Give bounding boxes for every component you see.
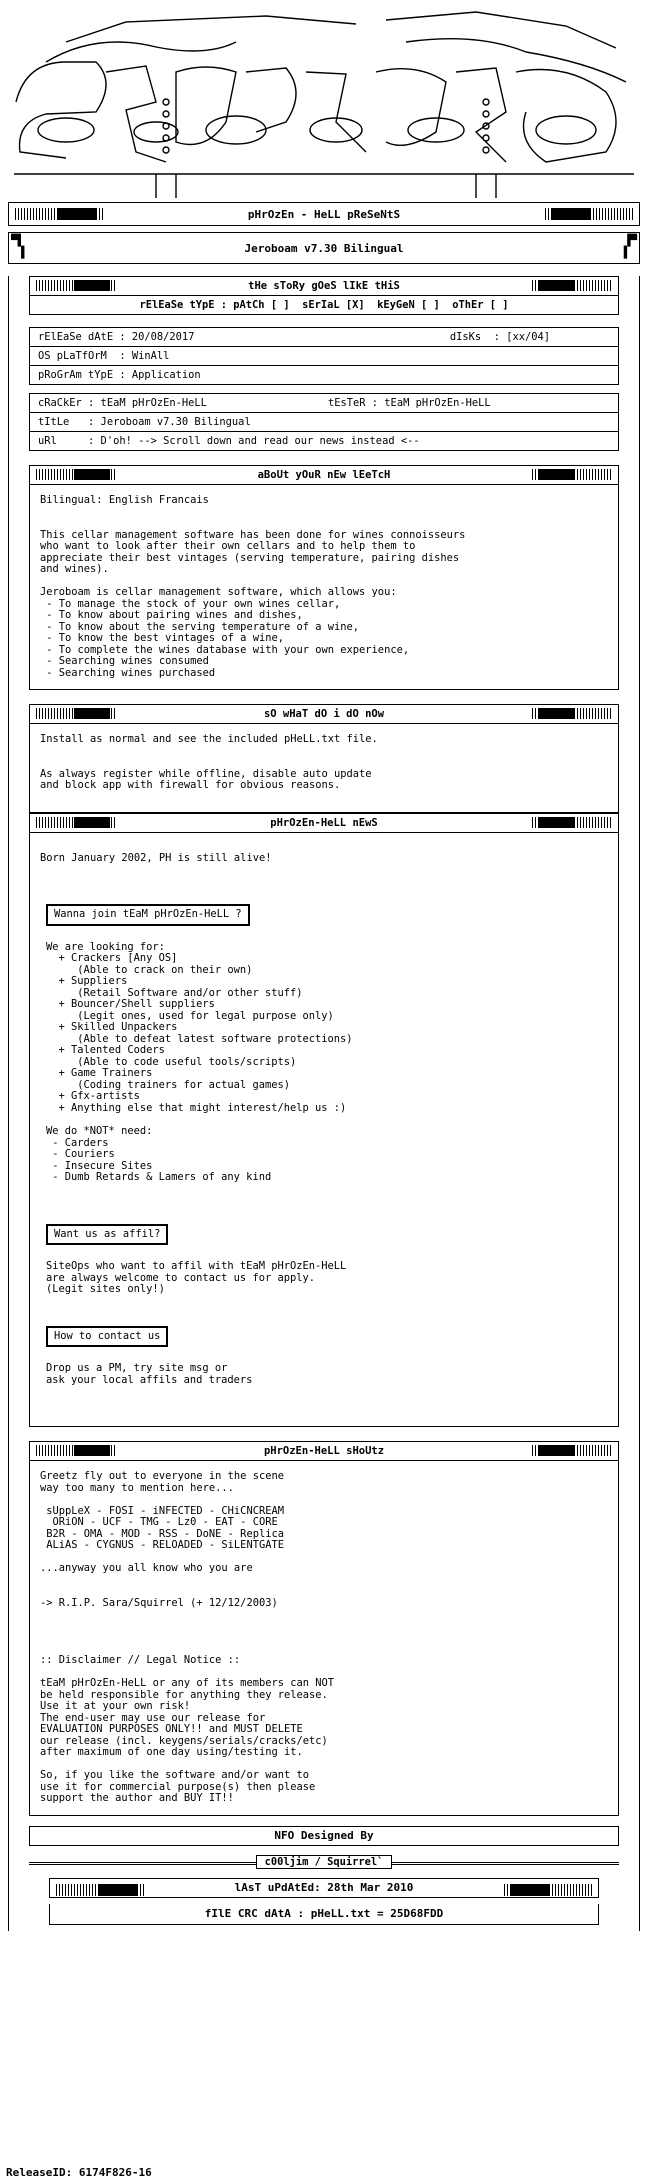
dither-right	[532, 280, 612, 291]
cracker: cRaCkEr : tEaM pHrOzEn-HeLL	[38, 397, 207, 409]
dither-right	[504, 1884, 592, 1896]
looking-for-list: We are looking for: + Crackers [Any OS] (Able to crack on their own) + Suppliers (Retail Software and/or other stuff) + Bouncer/Shell suppliers (Legit ones, used for legal purpose only) + Skilled Unpackers (Able to defeat latest software protections) + Talented Coders (Able to code useful tools/scripts) + Game Trainers (Coding trainers for actual games) + Gfx-artists + Anything else that might interest/help us :)	[46, 940, 353, 1114]
right-deco: ▐▀ ▌	[623, 234, 637, 259]
presents-label: pHrOzEn - HeLL pReSeNtS	[247, 207, 401, 221]
affil-text: SiteOps who want to affil with tEaM pHrOzEn-HeLL are always welcome to contact us for apply. (Legit sites only!)	[46, 1260, 347, 1295]
news-born: Born January 2002, PH is still alive!	[40, 851, 272, 864]
about-title-bar	[29, 465, 619, 485]
dither-left	[36, 469, 116, 480]
join-team-box: Wanna join tEaM pHrOzEn-HeLL ?	[46, 904, 250, 926]
dither-left	[15, 208, 103, 220]
dither-right	[532, 817, 612, 828]
dither-right	[545, 208, 633, 220]
news-title-bar	[29, 813, 619, 833]
os-platform-row: OS pLaTfOrM : WinAll	[29, 347, 619, 366]
news-body	[29, 833, 619, 1428]
about-text: Bilingual: English Francais This cellar management software has been done for wines connoisseurs who want to look after their own cellars and to help them to appreciate their best vintages (serving temperature, pairing dishes and wines). Jeroboam is cellar management software, which allows you: - To manage the stock of your own wines cellar, - To know about pairing wines and dishes, - To know about the serving temperature of a wine, - To know the best vintages of a wine, - To complete the wines database with your own experience, - Searching wines consumed - Searching wines purchased	[29, 485, 619, 690]
contact-text: Drop us a PM, try site msg or ask your local affils and traders	[46, 1362, 253, 1386]
story-title: tHe sToRy gOeS lIkE tHiS	[248, 280, 400, 292]
dither-left	[36, 817, 116, 828]
nfo-frame	[8, 202, 640, 1931]
dither-left	[56, 1884, 144, 1896]
main-area	[8, 276, 640, 1931]
last-updated: lAsT uPdAtEd: 28th Mar 2010	[234, 1881, 414, 1894]
release-id: ReleaseID: 6174F826-16	[6, 2166, 152, 2179]
dither-right	[532, 708, 612, 719]
dither-left	[36, 1445, 116, 1456]
designer: c00ljim / Squirrel`	[256, 1855, 393, 1869]
tester: tEsTeR : tEaM pHrOzEn-HeLL	[328, 397, 491, 409]
title-bar	[8, 232, 640, 264]
phrozen-hell-ascii-logo	[6, 2, 642, 198]
designed-by: NFO Designed By	[274, 1829, 374, 1842]
dither-right	[532, 469, 612, 480]
howto-text: Install as normal and see the included pHeLL.txt file. As always register while offline, disable auto update and block app with firewall for obvious reasons.	[29, 724, 619, 813]
release-date-row	[29, 327, 619, 347]
designer-row	[29, 1854, 619, 1870]
about-title: aBoUt yOuR nEw lEeTcH	[257, 469, 391, 481]
crc: fIlE CRC dAtA : pHeLL.txt = 25D68FDD	[204, 1907, 444, 1920]
shoutz-text: Greetz fly out to everyone in the scene way too many to mention here... sUppLeX - FOSI - iNFECTED - CHiCNCREAM ORiON - UCF - TMG - Lz0 - EAT - CORE B2R - OMA - MOD - RSS - DoNE - Replica ALiAS - CYGNUS - RELOADED - SiLENTGATE ...anyway you all know who you are -> R.I.P. Sara/Squirrel (+ 12/12/2003) :: Disclaimer // Legal Notice :: tEaM pHrOzEn-HeLL or any of its members can NOT be held responsible for anything they release. Use it at your own risk! The end-user may use our release for EVALUATION PURPOSES ONLY!! and MUST DELETE our release (incl. keygens/serials/cracks/etc) after maximum of one day using/testing it. So, if you like the software and/or want to use it for commercial purpose(s) then please support the author and BUY IT!!	[29, 1461, 619, 1816]
shoutz-title-bar	[29, 1441, 619, 1461]
news-title: pHrOzEn-HeLL nEwS	[270, 816, 378, 829]
url-row: uRl : D'oh! --> Scroll down and read our news instead <--	[29, 432, 619, 451]
presents-bar	[8, 202, 640, 226]
release-date: rElEaSe dAtE : 20/08/2017	[38, 331, 195, 343]
disks: dIsKs : [xx/04]	[449, 331, 550, 343]
not-need-list: We do *NOT* need: - Carders - Couriers - Insecure Sites - Dumb Retards & Lamers of any kind	[46, 1125, 272, 1183]
last-updated-bar	[49, 1878, 599, 1898]
howto-title-bar	[29, 704, 619, 724]
crew-row	[29, 393, 619, 413]
dither-right	[532, 1445, 612, 1456]
title-row: tItLe : Jeroboam v7.30 Bilingual	[29, 413, 619, 432]
affil-box: Want us as affil?	[46, 1224, 168, 1246]
designed-by-bar	[29, 1826, 619, 1846]
dither-left	[36, 708, 116, 719]
story-title-bar	[29, 276, 619, 296]
title-label: Jeroboam v7.30 Bilingual	[244, 241, 404, 255]
left-deco: ▀▌ ▐	[11, 234, 25, 259]
crc-bar	[49, 1904, 599, 1925]
contact-box: How to contact us	[46, 1326, 168, 1348]
howto-title: sO wHaT dO i dO nOw	[263, 708, 385, 720]
release-type-row: rElEaSe tYpE : pAtCh [ ] sErIaL [X] kEyGeN [ ] oThEr [ ]	[29, 296, 619, 315]
program-type-row: pRoGrAm tYpE : Application	[29, 366, 619, 385]
dither-left	[36, 280, 116, 291]
shoutz-title: pHrOzEn-HeLL sHoUtz	[263, 1445, 385, 1457]
